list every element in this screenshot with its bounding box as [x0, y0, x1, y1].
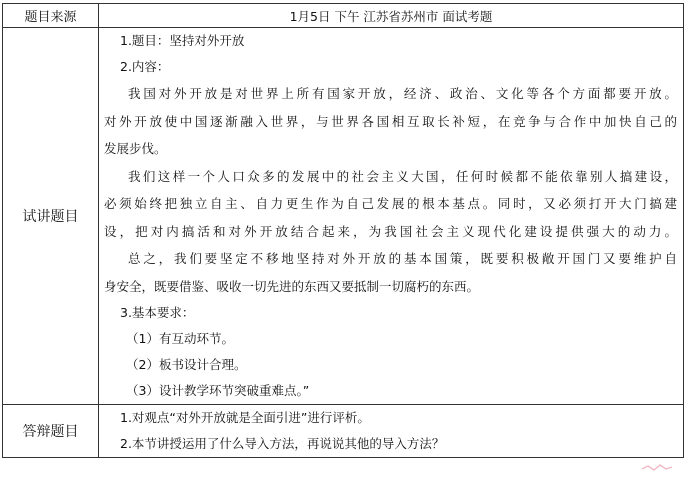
paragraph-1-line-2: 对外开放使中国逐渐融入世界，与世界各国相互取长补短，在竞争与合作中加快自己的	[104, 113, 677, 129]
requirement-1: （1）有互动环节。	[126, 331, 234, 346]
trial-row	[3, 28, 684, 405]
trial-label: 试讲题目	[3, 28, 99, 405]
defense-question-2: 2.本节讲授运用了什么导入方法，再说说其他的导入方法？	[120, 436, 445, 451]
defense-question-1: 1.对观点“对外开放就是全面引进”进行评析。	[120, 410, 370, 425]
source-value: 1月5日 下午 江苏省苏州市 面试考题	[99, 4, 684, 28]
exam-table	[2, 3, 684, 458]
trial-content	[99, 28, 684, 405]
source-row	[3, 4, 684, 28]
content-heading: 2.内容：	[120, 59, 170, 74]
requirement-2: （2）板书设计合理。	[126, 357, 247, 372]
defense-content	[99, 405, 684, 458]
paragraph-2-line-3: 设，把对内搞活和对外开放结合起来，为我国社会主义现代化建设提供强大的动力。	[104, 223, 677, 239]
paragraph-2-line-1: 我们这样一个人口众多的发展中的社会主义大国，任何时候都不能依靠别人搞建设，	[128, 168, 677, 184]
requirements-heading: 3.基本要求：	[120, 305, 195, 320]
defense-row	[3, 405, 684, 458]
requirement-3: （3）设计教学环节突破重难点。”	[126, 383, 310, 398]
paragraph-1-line-3: 发展步伐。	[104, 141, 167, 156]
paragraph-3-line-1: 总之，我们要坚定不移地坚持对外开放的基本国策，既要积极敞开国门又要维护自	[128, 251, 677, 266]
paragraph-2-line-2: 必须始终把独立自主、自力更生作为自己发展的根本基点。同时，又必须打开大门搞建	[104, 196, 677, 211]
source-label: 题目来源	[3, 4, 99, 28]
defense-label: 答辩题目	[3, 405, 99, 458]
trial-title: 1.题目：坚持对外开放	[120, 33, 245, 48]
paragraph-1-line-1: 我国对外开放是对世界上所有国家开放，经济、政治、文化等各个方面都要开放。	[128, 86, 677, 101]
watermark-mark	[640, 463, 680, 473]
paragraph-3-line-2: 身安全，既要借鉴、吸收一切先进的东西又要抵制一切腐朽的东西。	[104, 278, 480, 294]
